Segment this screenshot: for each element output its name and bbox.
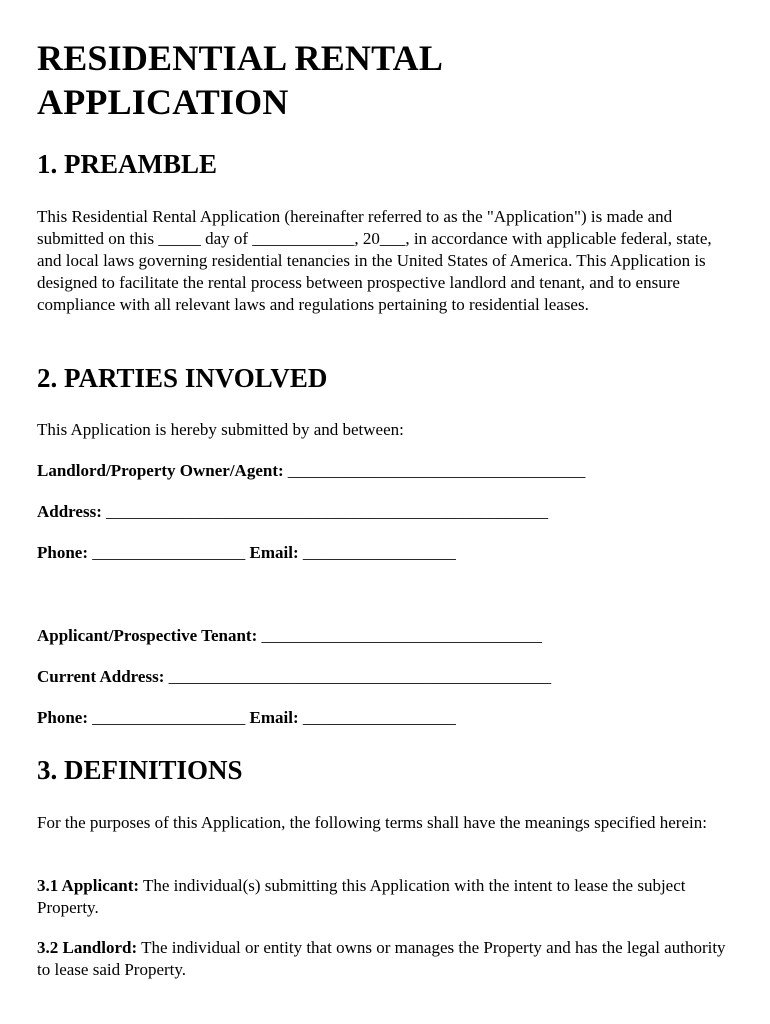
landlord-contact-fields	[37, 542, 456, 564]
landlord-address-label: Address:	[37, 502, 102, 521]
landlord-email-label: Email:	[249, 543, 299, 562]
landlord-phone-label: Phone:	[37, 543, 88, 562]
applicant-address-field[interactable]	[37, 666, 551, 688]
definition-term: 3.1 Applicant:	[37, 876, 140, 895]
landlord-name-field[interactable]	[37, 460, 585, 482]
section-heading-preamble: 1. PREAMBLE	[37, 149, 218, 179]
document-title	[37, 36, 443, 124]
landlord-phone-blank[interactable]: __________________	[92, 543, 246, 562]
landlord-name-label: Landlord/Property Owner/Agent:	[37, 461, 284, 480]
applicant-address-label: Current Address:	[37, 667, 165, 686]
definition-text: The individual(s) submitting this Application with the intent to lease the subject Property.	[37, 876, 686, 917]
landlord-name-blank[interactable]: ___________________________________	[287, 461, 586, 480]
definition-text: The individual or entity that owns or manages the Property and has the legal authority to lease said Property.	[37, 938, 726, 979]
applicant-email-blank[interactable]: __________________	[302, 708, 456, 727]
preamble-paragraph: This Residential Rental Application (hereinafter referred to as the "Application") is made and submitted on this _____ day of ____________, 20___, in accordance with applicable federal, state, and local laws governing residential tenancies in the United States of America. This Application is designed to facilitate the rental process between prospective landlord and tenant, and to ensure compliance with all relevant laws and regulations pertaining to residential leases.	[37, 207, 712, 314]
applicant-name-field[interactable]	[37, 625, 542, 647]
document-title-line-1: RESIDENTIAL RENTAL	[37, 38, 444, 78]
applicant-contact-fields	[37, 707, 456, 729]
landlord-address-blank[interactable]: ____________________________________________________	[106, 502, 549, 521]
section-heading-parties: 2. PARTIES INVOLVED	[37, 363, 328, 393]
document-title-line-2: APPLICATION	[37, 82, 289, 122]
applicant-email-label: Email:	[249, 708, 299, 727]
applicant-name-label: Applicant/Prospective Tenant:	[37, 626, 258, 645]
definition-term: 3.2 Landlord:	[37, 938, 138, 957]
definition-item	[37, 937, 737, 981]
landlord-address-field[interactable]	[37, 501, 548, 523]
applicant-phone-label: Phone:	[37, 708, 88, 727]
definition-item	[37, 875, 737, 919]
applicant-phone-blank[interactable]: __________________	[92, 708, 246, 727]
section-heading-definitions: 3. DEFINITIONS	[37, 755, 243, 785]
landlord-email-blank[interactable]: __________________	[302, 543, 456, 562]
parties-intro: This Application is hereby submitted by and between:	[37, 420, 404, 439]
definitions-intro: For the purposes of this Application, the following terms shall have the meanings specified herein:	[37, 813, 707, 832]
applicant-address-blank[interactable]: _____________________________________________	[168, 667, 552, 686]
applicant-name-blank[interactable]: _________________________________	[261, 626, 542, 645]
